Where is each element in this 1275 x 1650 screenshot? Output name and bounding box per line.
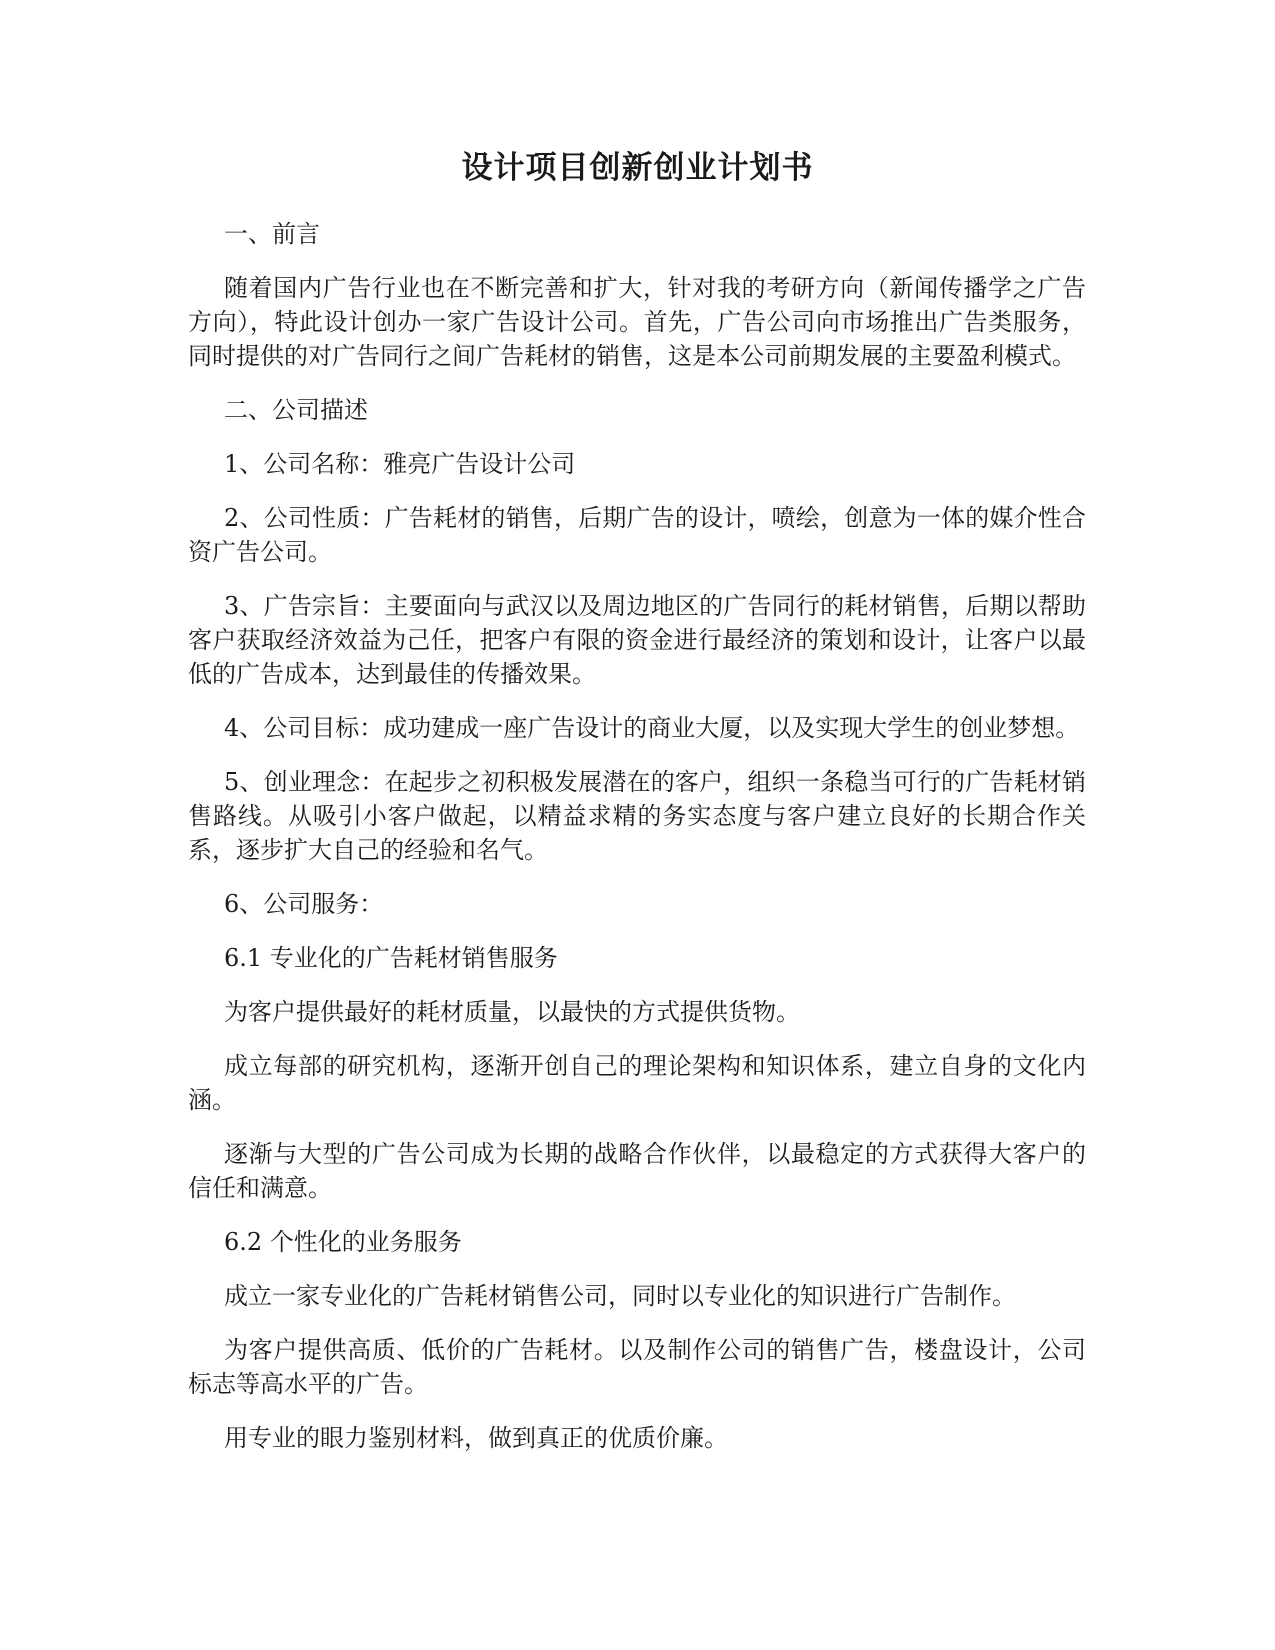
paragraph: 5、创业理念：在起步之初积极发展潜在的客户，组织一条稳当可行的广告耗材销售路线。从吸引小客户做起，以精益求精的务实态度与客户建立良好的长期合作关系，逐步扩大自己的经验和名气。 [188, 768, 1086, 864]
document-title: 设计项目创新创业计划书 [461, 150, 814, 186]
paragraph: 为客户提供高质、低价的广告耗材。以及制作公司的销售广告，楼盘设计，公司标志等高水平的广告。 [188, 1336, 1086, 1398]
paragraph: 3、广告宗旨：主要面向与武汉以及周边地区的广告同行的耗材销售，后期以帮助客户获取经济效益为己任，把客户有限的资金进行最经济的策划和设计，让客户以最低的广告成本，达到最佳的传播效果。 [188, 592, 1086, 688]
paragraph: 成立每部的研究机构，逐渐开创自己的理论架构和知识体系，建立自身的文化内涵。 [188, 1052, 1086, 1114]
document-body [188, 217, 1086, 1475]
paragraph: 6、公司服务： [224, 890, 384, 918]
paragraph: 用专业的眼力鉴别材料，做到真正的优质价廉。 [224, 1424, 728, 1452]
paragraph: 随着国内广告行业也在不断完善和扩大，针对我的考研方向（新闻传播学之广告方向），特此设计创办一家广告设计公司。首先，广告公司向市场推出广告类服务，同时提供的对广告同行之间广告耗材的销售，这是本公司前期发展的主要盈利模式。 [188, 274, 1086, 370]
subsection-heading: 6.1 专业化的广告耗材销售服务 [224, 944, 558, 972]
paragraph: 逐渐与大型的广告公司成为长期的战略合作伙伴，以最稳定的方式获得大客户的信任和满意。 [188, 1140, 1086, 1202]
subsection-heading: 6.2 个性化的业务服务 [224, 1228, 462, 1256]
section-heading-preface: 一、前言 [224, 220, 320, 248]
section-heading-company-description: 二、公司描述 [224, 396, 368, 424]
paragraph: 成立一家专业化的广告耗材销售公司，同时以专业化的知识进行广告制作。 [224, 1282, 1016, 1310]
paragraph: 4、公司目标：成功建成一座广告设计的商业大厦，以及实现大学生的创业梦想。 [224, 714, 1080, 742]
paragraph: 1、公司名称：雅亮广告设计公司 [224, 450, 576, 478]
paragraph: 为客户提供最好的耗材质量，以最快的方式提供货物。 [224, 998, 800, 1026]
paragraph: 2、公司性质：广告耗材的销售，后期广告的设计，喷绘，创意为一体的媒介性合资广告公司。 [188, 504, 1086, 566]
